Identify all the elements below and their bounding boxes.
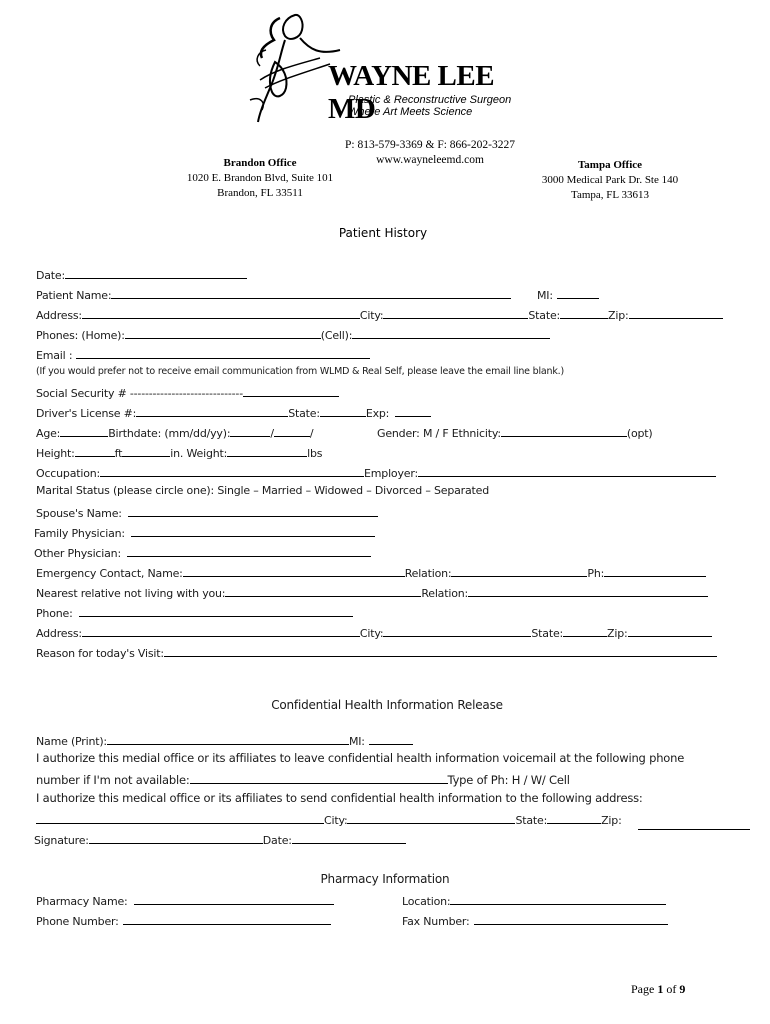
brandon-address-1: 1020 E. Brandon Blvd, Suite 101 <box>186 172 334 184</box>
exp-field[interactable] <box>395 404 431 417</box>
relative-city-field[interactable] <box>383 624 531 637</box>
zip-label: Zip: <box>608 309 629 322</box>
gender-label: Gender: M / F Ethnicity: <box>377 427 501 440</box>
signature-date-label: Date: <box>262 834 292 847</box>
nearest-relative-field[interactable] <box>225 584 421 597</box>
pharmacy-fax-field[interactable] <box>474 912 668 925</box>
brandon-office <box>150 156 370 201</box>
date-row <box>36 266 247 282</box>
reason-row <box>36 644 717 660</box>
page-number <box>631 982 685 997</box>
state-label: State: <box>528 309 561 322</box>
dl-state-field[interactable] <box>320 404 366 417</box>
authorize-number-label: number if I'm not available: <box>36 773 190 787</box>
date-field[interactable] <box>65 266 247 279</box>
drivers-license-label: Driver's License #: <box>36 407 137 420</box>
release-zip-label: Zip: <box>601 814 622 827</box>
family-physician-field[interactable] <box>131 524 375 537</box>
release-city-field[interactable] <box>347 811 515 824</box>
relative-address-row <box>36 624 712 640</box>
zip-field[interactable] <box>629 306 723 319</box>
occupation-row <box>36 464 716 480</box>
reason-label: Reason for today's Visit: <box>36 647 164 660</box>
pharmacy-fax-row <box>402 912 668 928</box>
state-field[interactable] <box>560 306 608 319</box>
employer-label: Employer: <box>364 467 418 480</box>
ft-label: ft <box>114 447 123 460</box>
signature-date-field[interactable] <box>292 831 406 844</box>
phone-fax: P: 813-579-3369 & F: 866-202-3227 <box>345 139 515 151</box>
home-phone-field[interactable] <box>125 326 321 339</box>
emergency-contact-row <box>36 564 706 580</box>
city-field[interactable] <box>383 306 528 319</box>
release-address-field[interactable] <box>36 811 324 824</box>
release-state-field[interactable] <box>547 811 601 824</box>
birth-day-field[interactable] <box>274 424 310 437</box>
relative-phone-label: Phone: <box>36 607 73 620</box>
patient-name-label: Patient Name: <box>36 289 112 302</box>
drivers-license-row <box>36 404 431 420</box>
logo <box>240 10 540 130</box>
date-label: Date: <box>36 269 65 282</box>
ssn-label: Social Security # ------------------------------ <box>36 387 243 400</box>
phones-row <box>36 326 550 342</box>
section-pharmacy: Pharmacy Information <box>320 872 450 886</box>
emergency-relation-field[interactable] <box>451 564 587 577</box>
pharmacy-location-field[interactable] <box>450 892 666 905</box>
emergency-contact-field[interactable] <box>183 564 405 577</box>
page-prefix: Page <box>631 982 658 996</box>
brandon-office-title: Brandon Office <box>223 157 297 169</box>
birthdate-label: Birthdate: (mm/dd/yy): <box>108 427 231 440</box>
height-in-field[interactable] <box>122 444 170 457</box>
mi-field[interactable] <box>557 286 599 299</box>
name-print-field[interactable] <box>107 732 349 745</box>
pharmacy-name-field[interactable] <box>134 892 334 905</box>
spouse-field[interactable] <box>128 504 378 517</box>
relative-city-label: City: <box>359 627 384 640</box>
page-total: 9 <box>679 982 686 996</box>
cell-label: (Cell): <box>320 329 353 342</box>
voicemail-number-field[interactable] <box>190 771 448 784</box>
release-city-label: City: <box>324 814 348 827</box>
relative-relation-label: Relation: <box>421 587 469 600</box>
relative-address-field[interactable] <box>82 624 360 637</box>
nearest-relative-label: Nearest relative not living with you: <box>36 587 226 600</box>
weight-label: in. Weight: <box>170 447 228 460</box>
relative-relation-field[interactable] <box>468 584 708 597</box>
occupation-field[interactable] <box>100 464 364 477</box>
authorize-voicemail-row <box>36 771 570 787</box>
page-current: 1 <box>657 982 664 996</box>
patient-name-field[interactable] <box>111 286 511 299</box>
mi-label: MI: <box>537 289 553 302</box>
drivers-license-field[interactable] <box>136 404 288 417</box>
emergency-relation-label: Relation: <box>404 567 452 580</box>
authorize-voicemail-text: I authorize this medial office or its affiliates to leave confidential health information voicemail at the following phone <box>36 751 685 765</box>
age-field[interactable] <box>60 424 108 437</box>
mi-row <box>537 286 599 302</box>
nearest-relative-row <box>36 584 708 600</box>
pharmacy-fax-label: Fax Number: <box>402 915 470 928</box>
city-label: City: <box>359 309 384 322</box>
type-of-phone-label[interactable]: Type of Ph: H / W/ Cell <box>447 773 570 787</box>
section-patient-history: Patient History <box>338 226 428 240</box>
birthdate-slash-1: / <box>270 427 274 440</box>
name-print-label: Name (Print): <box>36 735 107 748</box>
address-row <box>36 306 723 322</box>
occupation-label: Occupation: <box>36 467 101 480</box>
weight-field[interactable] <box>227 444 307 457</box>
relative-phone-field[interactable] <box>79 604 353 617</box>
family-physician-row <box>34 524 375 540</box>
lbs-label: lbs <box>307 447 323 460</box>
height-ft-field[interactable] <box>75 444 115 457</box>
address-field[interactable] <box>82 306 360 319</box>
release-zip-field[interactable] <box>638 829 750 830</box>
release-mi-label: MI: <box>348 735 365 748</box>
tagline-2: Where Art Meets Science <box>348 106 473 118</box>
relative-zip-label: Zip: <box>607 627 628 640</box>
ssn-row <box>36 384 339 400</box>
spouse-label: Spouse's Name: <box>36 507 122 520</box>
release-state-label: State: <box>515 814 548 827</box>
relative-address-label: Address: <box>36 627 82 640</box>
height-label: Height: <box>36 447 75 460</box>
employer-field[interactable] <box>418 464 716 477</box>
relative-zip-field[interactable] <box>628 624 712 637</box>
tampa-office-title: Tampa Office <box>577 159 643 171</box>
other-physician-label: Other Physician: <box>34 547 121 560</box>
pharmacy-name-label: Pharmacy Name: <box>36 895 128 908</box>
pharmacy-location-row <box>402 892 666 908</box>
release-mi-field[interactable] <box>369 732 413 745</box>
tampa-address-2: Tampa, FL 33613 <box>571 189 649 201</box>
relative-state-field[interactable] <box>563 624 607 637</box>
pharmacy-phone-field[interactable] <box>123 912 331 925</box>
relative-state-label: State: <box>531 627 564 640</box>
tampa-address-1: 3000 Medical Park Dr. Ste 140 <box>541 174 679 186</box>
page-of: of <box>663 982 680 996</box>
opt-label: (opt) <box>626 427 653 440</box>
email-row <box>36 346 370 362</box>
relative-phone-row <box>36 604 353 620</box>
release-address-row <box>36 811 622 827</box>
email-field[interactable] <box>76 346 370 359</box>
email-note: (If you would prefer not to receive email communication from WLMD & Real Self, please leave the email line blank.) <box>36 366 564 377</box>
age-row <box>36 424 313 440</box>
signature-row <box>34 831 406 847</box>
height-row <box>36 444 322 460</box>
birthdate-slash-2: / <box>309 427 314 440</box>
signature-label: Signature: <box>34 834 89 847</box>
brandon-address-2: Brandon, FL 33511 <box>217 187 303 199</box>
dl-state-label: State: <box>288 407 320 420</box>
marital-status[interactable]: Marital Status (please circle one): Single – Married – Widowed – Divorced – Separated <box>36 484 489 497</box>
emergency-contact-label: Emergency Contact, Name: <box>36 567 183 580</box>
reason-field[interactable] <box>164 644 717 657</box>
logo-name: WAYNE LEE MD <box>328 60 495 125</box>
birth-month-field[interactable] <box>230 424 270 437</box>
pharmacy-phone-label: Phone Number: <box>36 915 119 928</box>
age-label: Age: <box>36 427 61 440</box>
exp-label: Exp: <box>365 407 390 420</box>
home-phone-label: Phones: (Home): <box>36 329 125 342</box>
pharmacy-location-label: Location: <box>402 895 451 908</box>
authorize-address-text: I authorize this medical office or its affiliates to send confidential health information to the following address: <box>36 791 643 805</box>
patient-name-row <box>36 286 511 302</box>
gender-row <box>377 424 652 440</box>
tampa-office <box>500 158 720 203</box>
pharmacy-name-row <box>36 892 334 908</box>
spouse-row <box>36 504 378 520</box>
family-physician-label: Family Physician: <box>34 527 125 540</box>
name-print-row <box>36 732 413 748</box>
ethnicity-field[interactable] <box>501 424 627 437</box>
website: www.wayneleemd.com <box>376 154 484 166</box>
section-release: Confidential Health Information Release <box>271 698 503 712</box>
pharmacy-phone-row <box>36 912 331 928</box>
email-label: Email : <box>36 349 73 362</box>
tagline-1: Plastic & Reconstructive Surgeon <box>348 94 512 106</box>
other-physician-row <box>34 544 371 560</box>
cell-field[interactable] <box>352 326 550 339</box>
other-physician-field[interactable] <box>127 544 371 557</box>
ssn-field[interactable] <box>243 384 339 397</box>
emergency-ph-field[interactable] <box>604 564 706 577</box>
address-label: Address: <box>36 309 82 322</box>
signature-field[interactable] <box>89 831 263 844</box>
emergency-ph-label: Ph: <box>587 567 605 580</box>
